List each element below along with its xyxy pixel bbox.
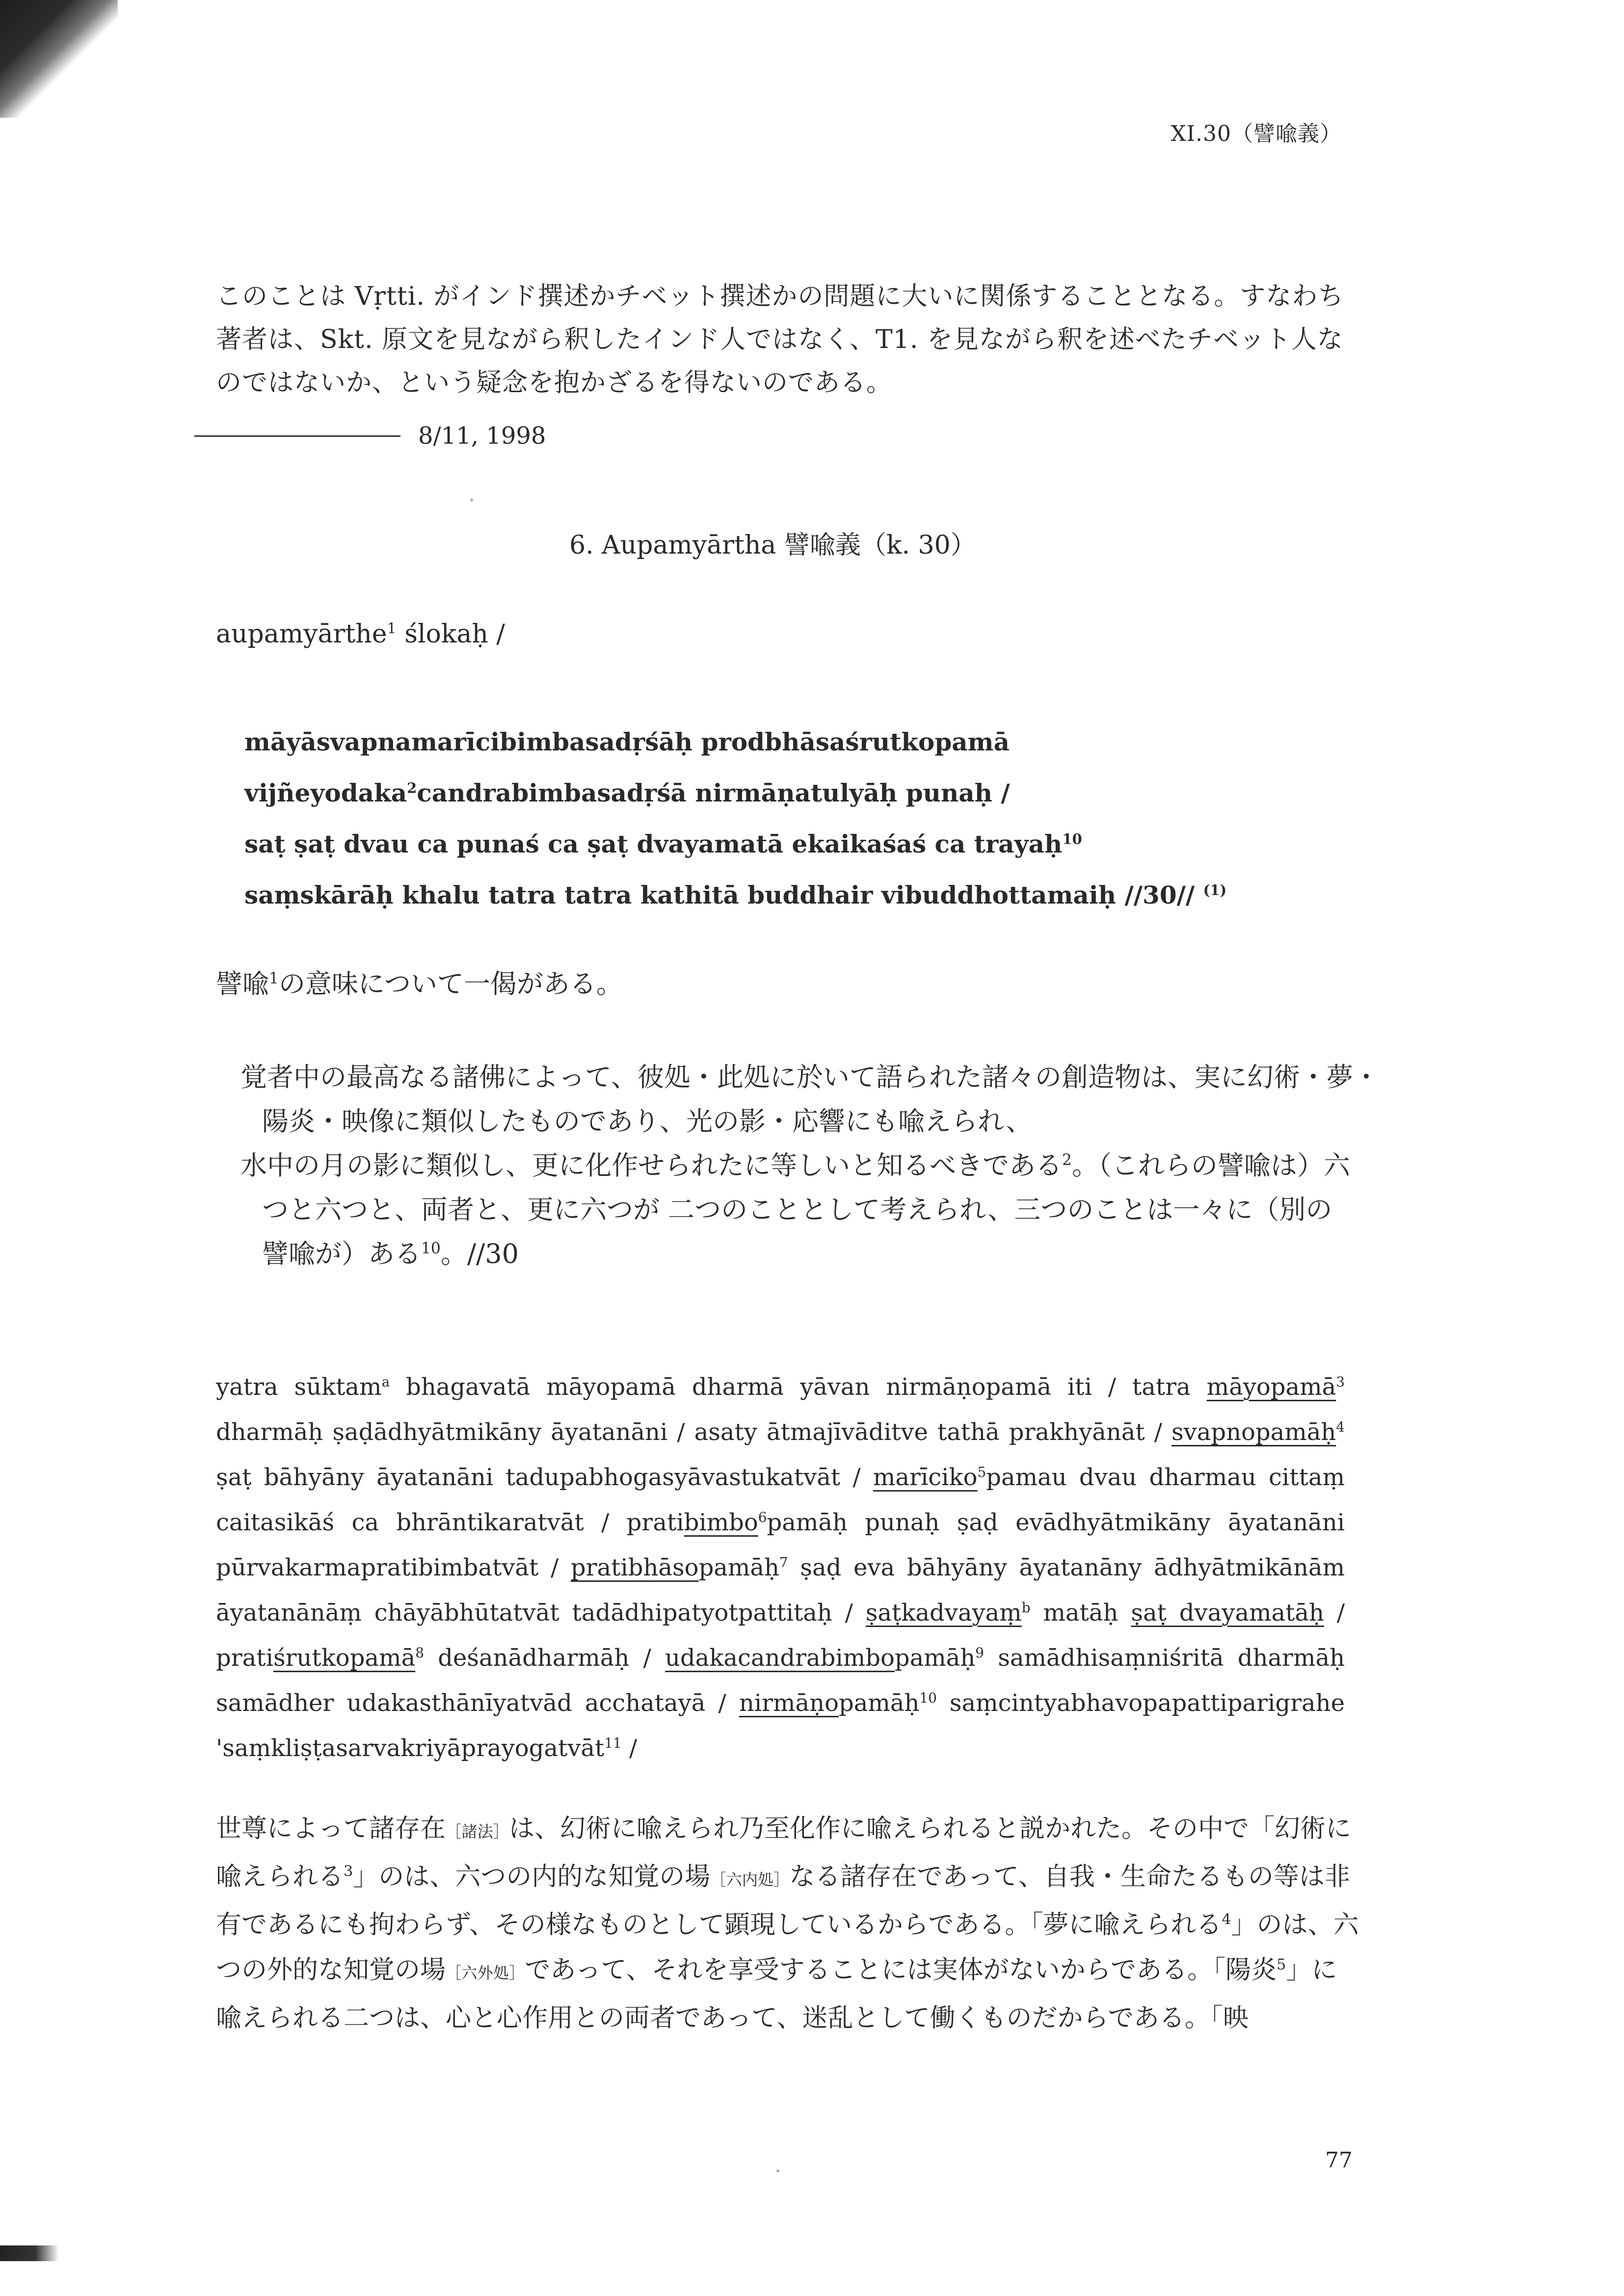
- sanskrit-verse: [244, 717, 1422, 921]
- jp-text: の意味について一偈がある。: [278, 968, 623, 999]
- underlined-term: ṣaṭkadvayaṃ: [865, 1599, 1022, 1627]
- footnote-ref: b: [1021, 1600, 1031, 1616]
- footnote-ref: 1: [269, 970, 279, 988]
- comm-text: pamau dvau dharmau cittaṃ caitasikāś ca bhrāntikaratvāt / prati: [216, 1464, 1345, 1536]
- gloss: ［六内処］: [710, 1870, 790, 1889]
- footnote-ref: 4: [1336, 1419, 1345, 1435]
- gloss: ［諸法］: [446, 1822, 509, 1841]
- verse-text: saṭ ṣaṭ dvau ca punaś ca ṣaṭ dvayamatā ekaikaśaś ca trayaḥ: [244, 829, 1063, 858]
- jp-text: 水中の月の影に類似し、更に化作せられたに等しいと知るべきである: [240, 1150, 1062, 1181]
- translation-line-3: [240, 1144, 1369, 1188]
- footnote-ref: 3: [344, 1863, 353, 1880]
- verse-line-4: [244, 870, 1422, 921]
- jp-text: であって、それを享受することには実体がないからである。「陽炎: [525, 1955, 1277, 1985]
- jp-text: 譬喩: [216, 968, 269, 999]
- jp-commentary: [216, 1806, 1359, 2041]
- underlined-term: bimbo: [684, 1509, 758, 1536]
- section-title: 6. Aupamyārtha 譬喩義（k. 30）: [569, 531, 976, 560]
- scan-edge-mark: [0, 2245, 59, 2261]
- comm-text: / prati: [216, 1599, 1345, 1672]
- footnote-ref: 5: [1277, 1956, 1286, 1974]
- comm-text: ṣaḍ eva bāhyāny āyatanāny ādhyātmikānām āyatanānāṃ chāyābhūtatvāt tadādhipatyotpattitaḥ /: [216, 1554, 1345, 1627]
- footnote-ref: 2: [407, 779, 417, 797]
- jp-text: 世尊によって諸存在: [216, 1814, 446, 1843]
- underlined-term: udakacandrabimbo: [665, 1644, 895, 1672]
- footnote-ref: 4: [1222, 1911, 1231, 1928]
- verse-intro-text: ślokaḥ /: [396, 619, 505, 649]
- comm-text: /: [621, 1735, 638, 1762]
- comm-text: pamāḥ: [698, 1554, 779, 1581]
- sanskrit-commentary: [216, 1364, 1345, 1771]
- comm-text: yatra sūktam: [216, 1373, 382, 1401]
- footnote-ref: 10: [421, 1240, 441, 1257]
- underlined-term: pratibhāso: [570, 1554, 699, 1581]
- footnote-ref: 10: [919, 1690, 937, 1706]
- underlined-term: ṣaṭ dvayamatāḥ: [1131, 1599, 1324, 1627]
- footnote-ref: (1): [1203, 881, 1227, 899]
- comm-text: pamāḥ: [894, 1644, 976, 1672]
- verse-translation: [240, 1055, 1380, 1276]
- comm-text: matāḥ: [1030, 1599, 1131, 1627]
- translation-line-4: つと六つと、両者と、更に六つが 二つのこととして考えられ、三つのことは一々に（別の: [262, 1194, 1332, 1225]
- jp-text: 。//30: [440, 1238, 519, 1269]
- underlined-term: nirmāṇo: [739, 1689, 839, 1717]
- footnote-ref: 8: [415, 1645, 424, 1661]
- underlined-term: māyopamā: [1206, 1373, 1336, 1401]
- underlined-term: marīciko: [873, 1464, 978, 1491]
- verse-line-1: māyāsvapnamarīcibimbasadṛśāḥ prodbhāsaśrutkopamā: [244, 727, 1010, 756]
- jp-text: なる諸存在であって、自我・生命たるもの等は非有であるにも拘わらず、その様なものとして顕現しているからである。「夢に喩えられる: [216, 1862, 1350, 1940]
- footnote-ref: a: [381, 1374, 390, 1390]
- paragraph-1: このことは Vṛtti. がインド撰述かチベット撰述かの問題に大いに関係することとなる。すなわち著者は、Skt. 原文を見ながら釈したインド人ではなく、T1. を見ながら釈を述べたチベット人なのではないか、という疑念を抱かざるを得ないのである。: [216, 282, 1344, 398]
- verse-line-2: [244, 768, 1422, 819]
- running-header: XI.30（譬喩義）: [1171, 121, 1342, 146]
- scan-speck: [776, 2169, 779, 2172]
- comm-text: pamāḥ: [838, 1689, 920, 1717]
- jp-text: 」のは、六つの内的な知覚の場: [353, 1862, 711, 1892]
- jp-text: 譬喩が）ある: [262, 1238, 421, 1269]
- verse-text: vijñeyodaka: [244, 778, 407, 807]
- comm-text: dharmāḥ ṣaḍādhyātmikāny āyatanāni / asaty ātmajīvāditve tathā prakhyānāt /: [216, 1418, 1171, 1446]
- footnote-ref: 9: [975, 1645, 984, 1661]
- footnote-ref: 3: [1336, 1374, 1345, 1390]
- page-number: 77: [1325, 2148, 1353, 2173]
- comm-text: ṣaṭ bāhyāny āyatanāni tadupabhogasyāvastukatvāt /: [216, 1464, 873, 1491]
- verse-intro-text: aupamyārthe: [216, 619, 387, 649]
- comm-text: deśanādharmāḥ /: [424, 1644, 665, 1672]
- scan-speck: [470, 499, 473, 502]
- jp-verse-intro: [216, 963, 623, 1001]
- translation-line-5: [240, 1232, 1369, 1276]
- scan-corner-mark: [0, 0, 118, 118]
- footnote-ref: 5: [977, 1464, 986, 1480]
- comm-text: saṃcintyabhavopapattiparigrahe 'saṃkliṣṭasarvakriyāprayogatvāt: [216, 1689, 1345, 1762]
- comm-text: pamāḥ punaḥ ṣaḍ evādhyātmikāny āyatanāni pūrvakarmapratibimbatvāt /: [216, 1509, 1345, 1581]
- jp-text: は、幻術に喩えられ乃至化作に喩えられると説かれた。その中で「幻術に喩えられる: [216, 1814, 1351, 1892]
- jp-text: 。（これらの譬喩は）六: [1071, 1150, 1350, 1181]
- underlined-term: śrutkopamā: [273, 1644, 416, 1672]
- translation-line-1: 覚者中の最高なる諸佛によって、彼処・此処に於いて語られた諸々の創造物は、実に幻術・夢・: [240, 1062, 1380, 1093]
- verse-line-3: [244, 819, 1422, 870]
- footnote-ref: 6: [758, 1509, 767, 1525]
- footnote-ref: 2: [1062, 1151, 1072, 1169]
- verse-text: candrabimbasadṛśā nirmāṇatulyāḥ punaḥ /: [417, 778, 1010, 807]
- comm-text: samādhisaṃniśritā dharmāḥ samādher udakasthānīyatvād acchatayā /: [216, 1644, 1345, 1717]
- comm-text: bhagavatā māyopamā dharmā yāvan nirmāṇopamā iti / tatra: [390, 1373, 1207, 1401]
- jp-text: 」に喩えられる二つは、心と心作用との両者であって、迷乱として働くものだからである。「映: [216, 1955, 1337, 2033]
- jp-text: 」のは、六つの外的な知覚の場: [216, 1910, 1359, 1985]
- translation-line-2: 陽炎・映像に類似したものであり、光の影・応響にも喩えられ、: [262, 1106, 1033, 1137]
- footnote-ref: 1: [387, 620, 397, 638]
- underlined-term: svapnopamāḥ: [1171, 1418, 1336, 1446]
- verse-intro: [216, 619, 505, 649]
- footnote-ref: 10: [1062, 830, 1082, 848]
- footnote-ref: 7: [779, 1554, 788, 1571]
- footnote-ref: 11: [604, 1735, 622, 1751]
- verse-text: saṃskārāḥ khalu tatra tatra kathitā buddhair vibuddhottamaiḥ //30//: [244, 881, 1195, 909]
- gloss: ［六外処］: [446, 1964, 525, 1982]
- signature-line: [194, 422, 546, 450]
- signature-date: 8/11, 1998: [418, 422, 546, 450]
- signature-rule: [194, 435, 400, 437]
